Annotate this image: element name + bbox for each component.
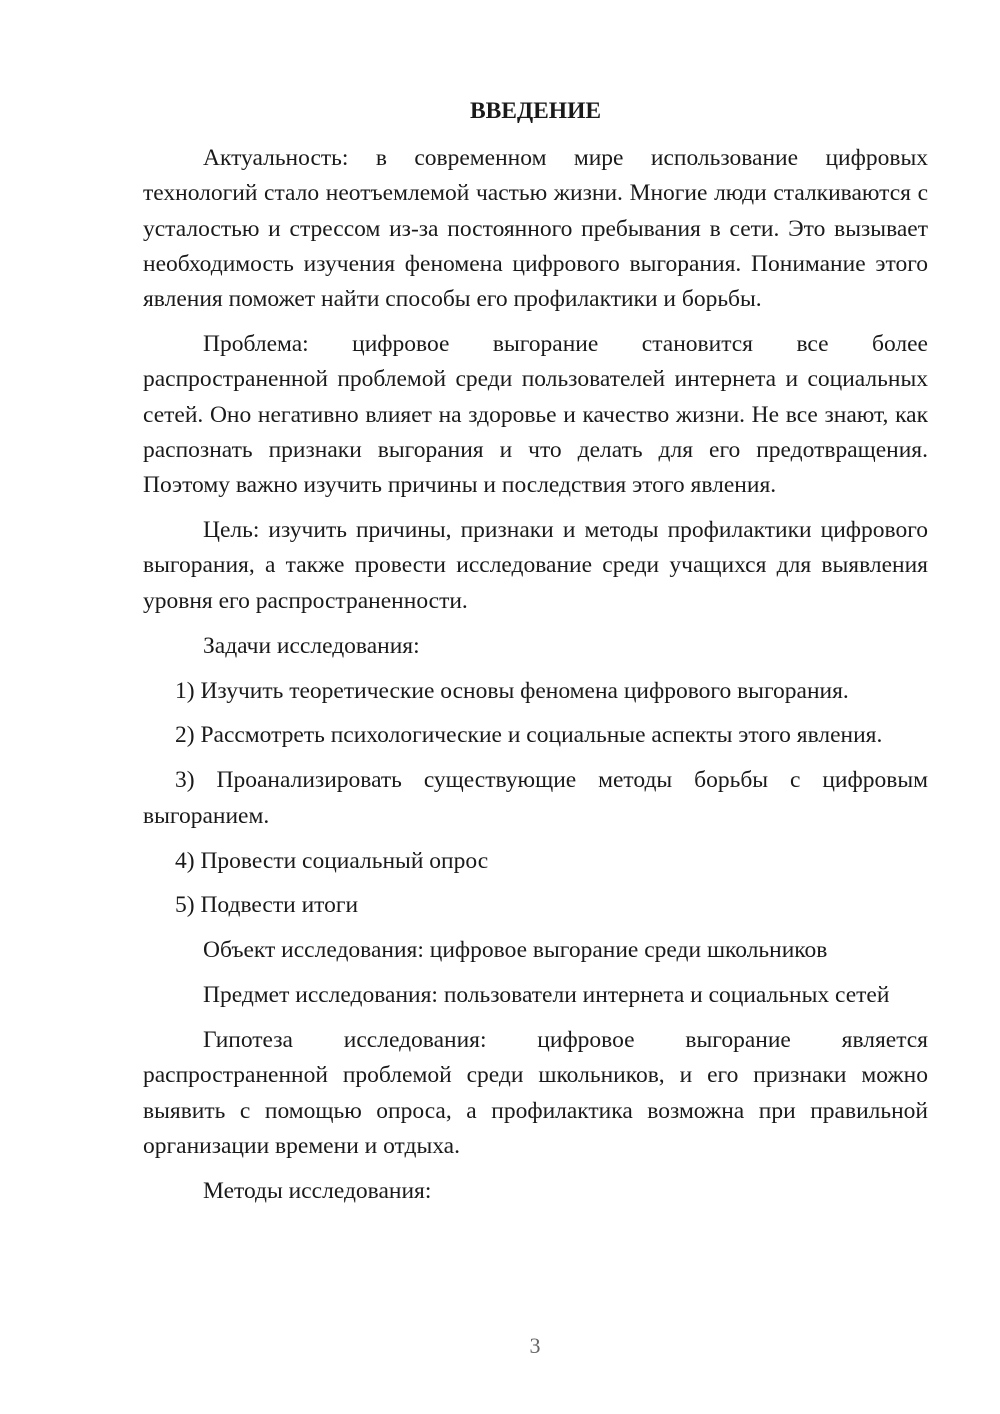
task-item: 4) Провести социальный опрос [175,847,489,874]
tasks-title: Задачи исследования: [203,632,420,659]
task-item: 2) Рассмотреть психологические и социальные аспекты этого явления. [175,722,883,749]
research-hypothesis: Гипотеза исследования: цифровое выгорание является распространенной проблемой среди школьников, и его признаки можно выявить с помощью опроса, а профилактика возможна при правильной организации времени и отдыха. [143,1027,928,1159]
relevance-paragraph: Актуальность: в современном мире использование цифровых технологий стало неотъемлемой частью жизни. Многие люди сталкиваются с усталостью и стрессом из-за постоянного пребывания в сети. Это вызывает необходимость изучения феномена цифрового выгорания. Понимание этого явления поможет найти способы его профилактики и борьбы. [143,145,928,313]
research-object: Объект исследования: цифровое выгорание среди школьников [203,937,828,964]
task-item: 3) Проанализировать существующие методы борьбы с цифровым выгоранием. [143,767,928,829]
task-item: 1) Изучить теоретические основы феномена цифрового выгорания. [175,677,849,704]
research-subject: Предмет исследования: пользователи интернета и социальных сетей [203,982,890,1009]
page-content [143,94,928,1219]
task-item: 5) Подвести итоги [175,892,359,919]
section-heading: ВВЕДЕНИЕ [469,98,602,124]
methods-title: Методы исследования: [203,1177,432,1204]
page-number: 3 [529,1333,541,1358]
goal-paragraph: Цель: изучить причины, признаки и методы профилактики цифрового выгорания, а также провести исследование среди учащихся для выявления уровня его распространенности. [143,517,928,614]
problem-paragraph: Проблема: цифровое выгорание становится все более распространенной проблемой среди пользователей интернета и социальных сетей. Оно негативно влияет на здоровье и качество жизни. Не все знают, как распознать признаки выгорания и что делать для его предотвращения. Поэтому важно изучить причины и последствия этого явления. [143,331,928,499]
